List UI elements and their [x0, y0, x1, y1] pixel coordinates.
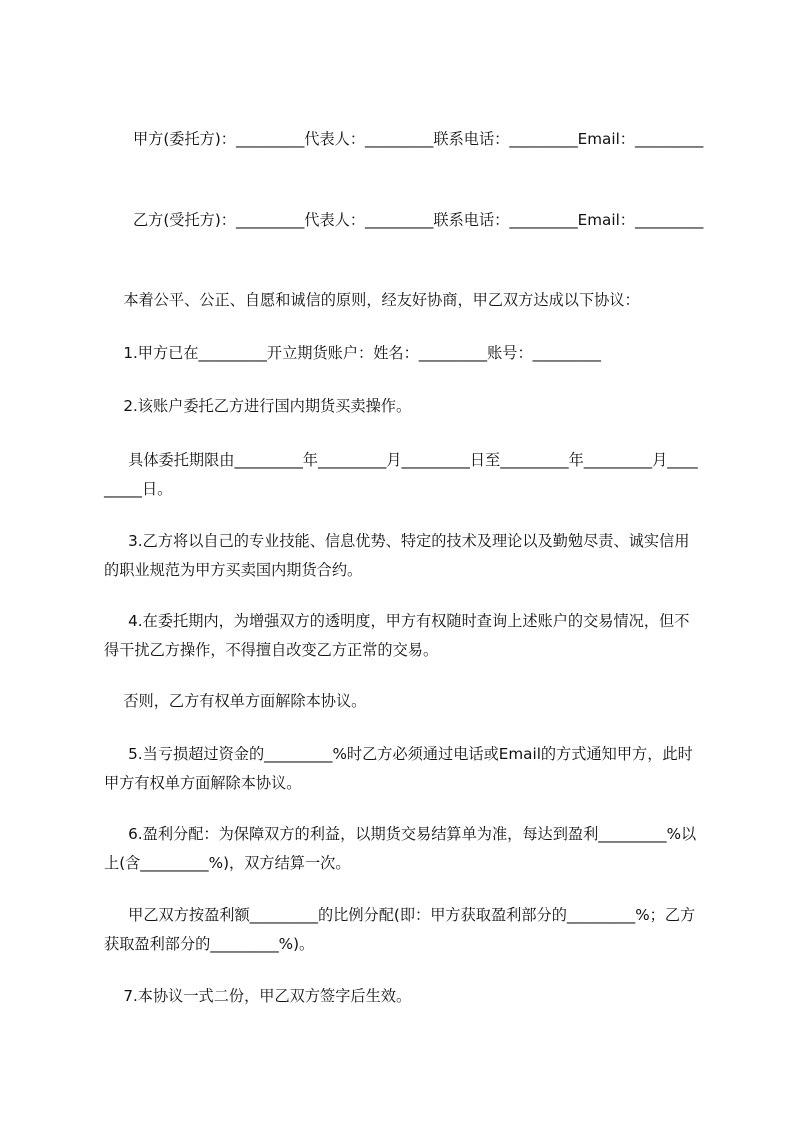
termination-note: 否则，乙方有权单方面解除本协议。 — [104, 692, 367, 710]
party-b-info: 乙方(受托方)：_________代表人：_________联系电话：_________Email：_________ — [104, 211, 704, 229]
clause-6: 6.盈利分配：为保障双方的利益，以期货交易结算单为准，每达到盈利_________%以上(含_________%)，双方结算一次。 — [104, 825, 697, 872]
agreement-intro: 本着公平、公正、自愿和诚信的原则，经友好协商，甲乙双方达成以下协议： — [104, 291, 640, 309]
clause-2: 2.该账户委托乙方进行国内期货买卖操作。 — [104, 397, 412, 415]
clause-7: 7.本协议一式二份，甲乙双方签字后生效。 — [104, 987, 412, 1005]
clause-4: 4.在委托期内，为增强双方的透明度，甲方有权随时查询上述账户的交易情况，但不得干扰乙方操作，不得擅自改变乙方正常的交易。 — [104, 612, 690, 659]
clause-3: 3.乙方将以自己的专业技能、信息优势、特定的技术及理论以及勤勉尽责、诚实信用的职业规范为甲方买卖国内期货合约。 — [104, 532, 690, 579]
party-a-info: 甲方(委托方)：_________代表人：_________联系电话：_________Email：_________ — [104, 130, 704, 148]
clause-5: 5.当亏损超过资金的_________%时乙方必须通过电话或Email的方式通知甲方，此时甲方有权单方面解除本协议。 — [104, 745, 693, 792]
clause-1: 1.甲方已在_________开立期货账户：姓名：_________账号：_________ — [104, 344, 602, 362]
profit-distribution: 甲乙双方按盈利额_________的比例分配(即：甲方获取盈利部分的_________%；乙方获取盈利部分的_________%)。 — [104, 906, 696, 953]
entrustment-period: 具体委托期限由_________年_________月_________日至_________年_________月_________日。 — [104, 451, 698, 498]
